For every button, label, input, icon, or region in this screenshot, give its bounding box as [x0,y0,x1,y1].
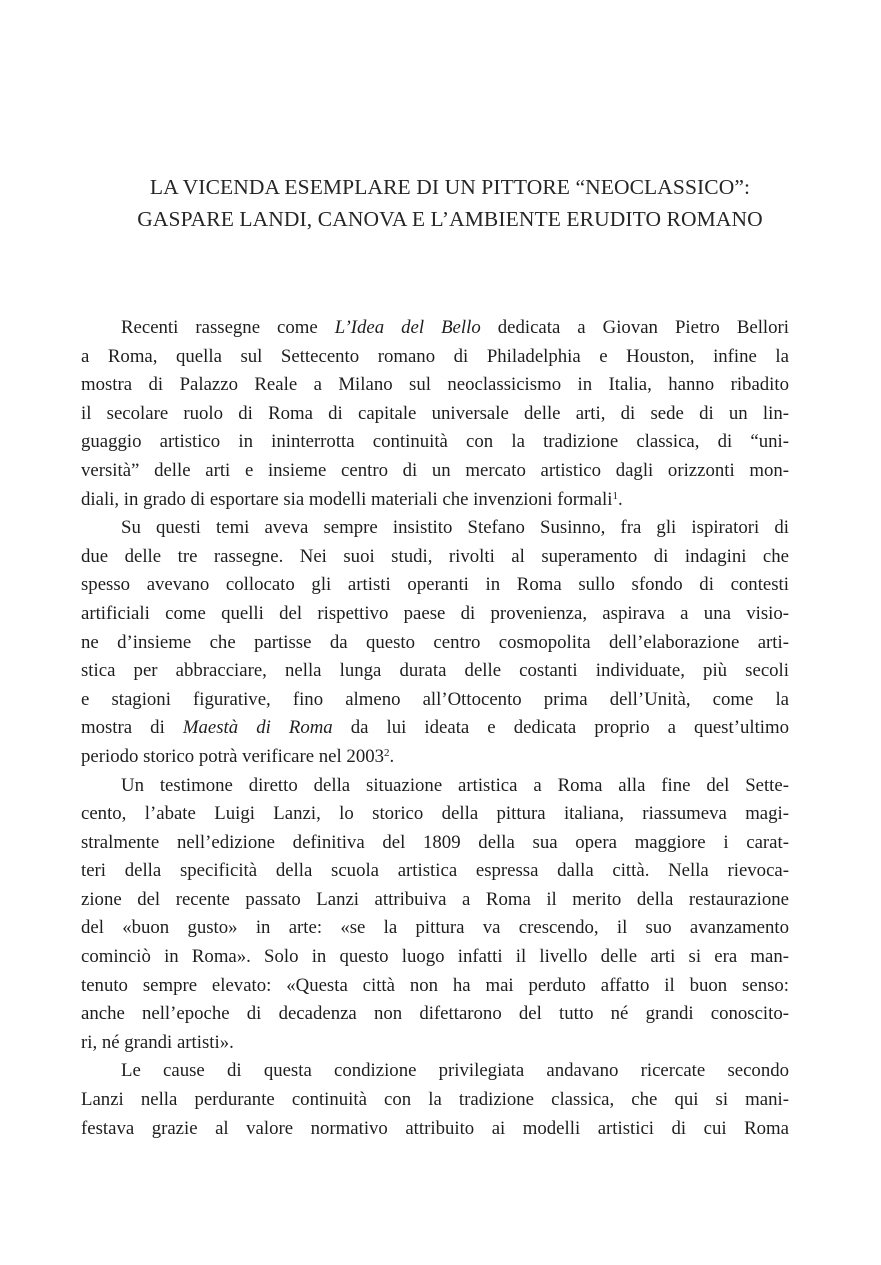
text-line: versità” delle arti e insieme centro di un mercato artistico dagli orizzonti mon- [81,459,789,481]
chapter-title [60,171,840,235]
text-line: a Roma, quella sul Settecento romano di Philadelphia e Houston, infine la [81,345,789,367]
italic-title-idea-del-bello: L’Idea del Bello [334,317,481,338]
text-line: Lanzi nella perdurante continuità con la tradizione classica, che qui si mani- [81,1089,789,1111]
chapter-title-line-2: GASPARE LANDI, CANOVA E L’AMBIENTE ERUDITO ROMANO [137,207,763,231]
text-line: zione del recente passato Lanzi attribuiva a Roma il merito della restaurazione [81,888,789,910]
chapter-title-line-1: LA VICENDA ESEMPLARE DI UN PITTORE “NEOCLASSICO”: [149,175,751,199]
text-line: e stagioni figurative, fino almeno all’Ottocento prima dell’Unità, come la [81,688,789,710]
text-line: cominciò in Roma». Solo in questo luogo infatti il livello delle arti si era man- [81,946,789,968]
text-line: mostra di Maestà di Roma da lui ideata e dedicata proprio a quest’ultimo [81,717,789,739]
text-line: spesso avevano collocato gli artisti operanti in Roma sullo sfondo di contesti [81,574,789,596]
text-line: ne d’insieme che partisse da questo centro cosmopolita dell’elaborazione arti- [81,631,789,653]
text-line: Le cause di questa condizione privilegiata andavano ricercate secondo [121,1060,789,1082]
text-line: teri della specificità della scuola artistica espressa dalla città. Nella rievoca- [81,860,789,882]
text-line: Su questi temi aveva sempre insistito Stefano Susinno, fra gli ispiratori di [121,517,789,539]
text-line: periodo storico potrà verificare nel 2003$^2$. [81,745,395,767]
text-line: tenuto sempre elevato: «Questa città non ha mai perduto affatto il buon senso: [81,974,789,996]
text-line: Un testimone diretto della situazione artistica a Roma alla fine del Sette- [121,774,789,796]
paragraph-1 [81,314,789,514]
text-line: il secolare ruolo di Roma di capitale universale delle arti, di sede di un lin- [81,402,789,424]
text-line: ri, né grandi artisti». [81,1031,234,1053]
paragraph-3 [81,772,789,1058]
text-line: cento, l’abate Luigi Lanzi, lo storico della pittura italiana, riassumeva magi- [81,803,789,825]
text-line: mostra di Palazzo Reale a Milano sul neoclassicismo in Italia, hanno ribadito [81,374,789,396]
footnote-marker-1: 1 [612,489,618,502]
text-line: stralmente nell’edizione definitiva del 1809 della sua opera maggiore i carat- [81,831,789,853]
text-line: due delle tre rassegne. Nei suoi studi, rivolti al superamento di indagini che [81,545,789,567]
body-text [81,314,789,1143]
footnote-marker-2: 2 [384,746,390,759]
italic-title-maesta-di-roma: Maestà di Roma [182,717,333,739]
paragraph-2 [81,514,789,771]
text-line: stica per abbracciare, nella lunga durata delle costanti individuate, più secoli [81,660,789,682]
text-line: Recenti rassegne come L’Idea del Bello dedicata a Giovan Pietro Bellori [121,317,789,338]
text-line: anche nell’epoche di decadenza non difettarono del tutto né grandi conoscito- [81,1003,789,1025]
text-line: guaggio artistico in ininterrotta continuità con la tradizione classica, di “uni- [81,431,789,453]
text-line: diali, in grado di esportare sia modelli materiali che invenzioni formali$^1$. [81,488,623,510]
text-line: artificiali come quelli del rispettivo paese di provenienza, aspirava a una visio- [81,602,789,624]
text-line: del «buon gusto» in arte: «se la pittura va crescendo, il suo avanzamento [81,917,789,939]
paragraph-4 [81,1057,789,1143]
text-line: festava grazie al valore normativo attribuito ai modelli artistici di cui Roma [81,1117,789,1139]
